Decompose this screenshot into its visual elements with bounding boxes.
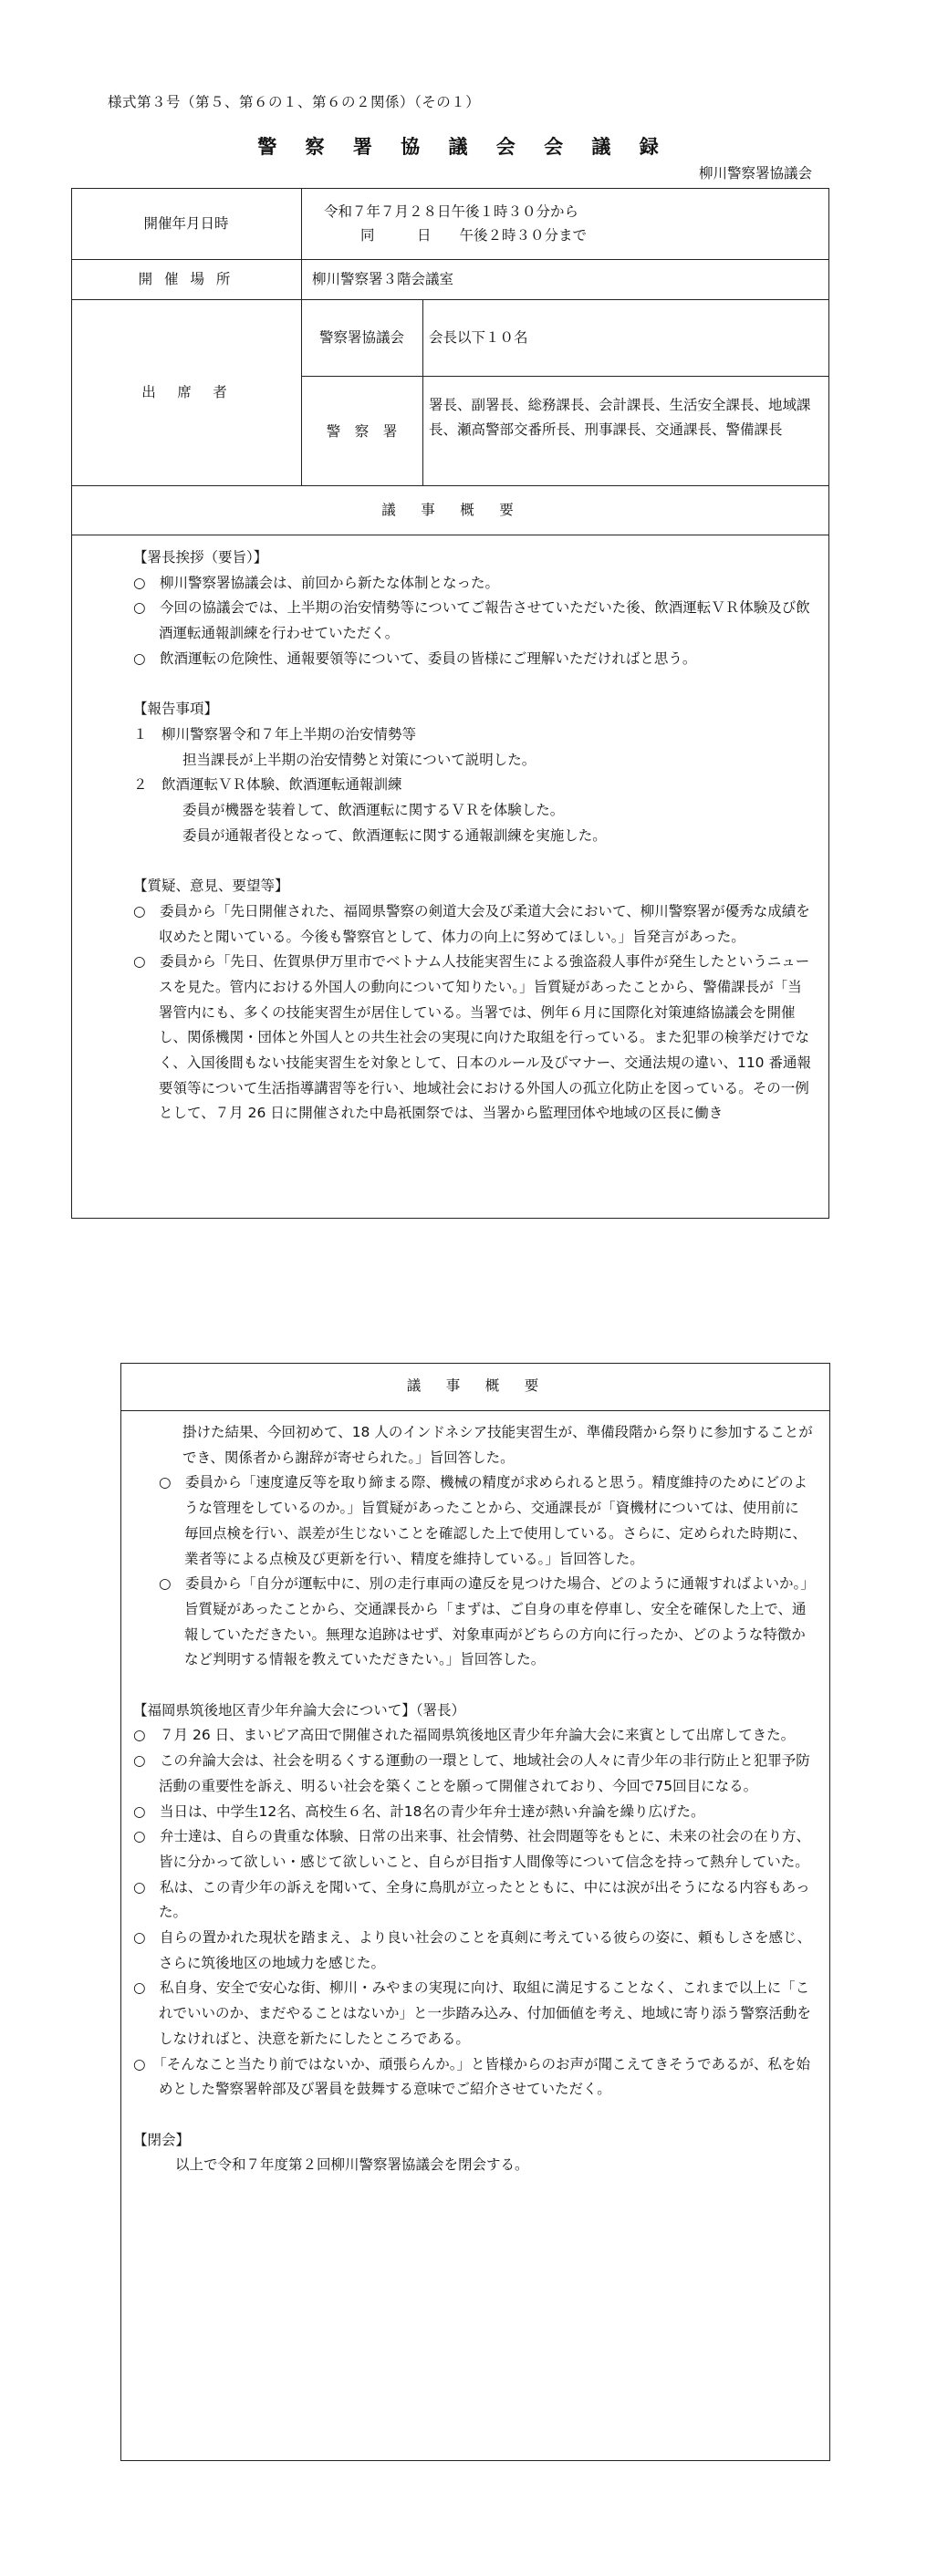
divider (422, 299, 423, 485)
summary-label: 議 事 概 要 (406, 1377, 545, 1394)
list-item: ○ 弁士達は、自らの貴重な体験、日常の出来事、社会情勢、社会問題等をもとに、未来の社会の在り方、皆に分かって欲しい・感じて欲しいこと、自らが目指す人間像等について信念を持って熱弁していた。 (133, 1828, 811, 1870)
closing-heading: 【閉会】 (133, 2131, 191, 2148)
list-item: ○ この弁論大会は、社会を明るくする運動の一環として、地域社会の人々に青少年の非行防止と犯罪予防活動の重要性を訴え、明るい社会を築くことを願って開催されており、今回で75回目になる。 (133, 1752, 810, 1794)
summary-body-page1 (133, 545, 813, 1127)
list-item: ○ 「そんなこと当たり前ではないか、頑張らんか。」と皆様からのお声が聞こえてきそうであるが、私を始めとした警察署幹部及び署員を鼓舞する意味でご紹介させていただく。 (133, 2055, 811, 2098)
greeting-heading: 【署長挨拶（要旨）】 (133, 549, 268, 566)
report-item-title: ２ 飲酒運転ＶＲ体験、飲酒運転通報訓練 (133, 776, 402, 794)
attendees-label: 出 席 者 (141, 384, 231, 400)
divider (301, 376, 829, 377)
report-item-line: 委員が機器を装着して、飲酒運転に関するＶＲを体験した。 (182, 802, 565, 819)
list-item: ○ 私は、この青少年の訴えを聞いて、全身に鳥肌が立ったとともに、中には涙が出そうになる内容もあった。 (133, 1878, 810, 1921)
document-title: 警 察 署 協 議 会 会 議 録 (257, 136, 670, 158)
list-item: ○ 委員から「自分が運転中に、別の走行車両の違反を見つけた場合、どのように通報すればよいか。」旨質疑があったことから、交通課長から「まずは、ご自身の車を停車し、安全を確保した上で、通報していただきたい。無理な追跡はせず、対象車両がどちらの方向に行ったか、どのような特徴かなど判明する情報を教えていただきたい。」旨回答した。 (159, 1575, 808, 1668)
list-item: ○ 柳川警察署協議会は、前回から新たな体制となった。 (133, 574, 500, 591)
divider (71, 259, 829, 260)
organization-name: 柳川警察署協議会 (698, 165, 812, 182)
police-value: 署長、副署長、総務課長、会計課長、生活安全課長、地域課長、瀬高警部交番所長、刑事課長、交通課長、警備課長 (429, 397, 811, 438)
list-item: ○ 委員から「速度違反等を取り締まる際、機械の精度が求められると思う。精度維持のためにどのような管理をしているのか。」旨質疑があったことから、交通課長が「資機材については、使用前に毎回点検を行い、誤差が生じないことを確認した上で使用している。さらに、定められた時期に、業者等による点検及び更新を行い、精度を維持している。」旨回答した。 (159, 1474, 808, 1567)
report-heading: 【報告事項】 (133, 701, 219, 718)
list-item: ○ 委員から「先日、佐賀県伊万里市でベトナム人技能実習生による強盗殺人事件が発生したというニュースを見た。管内における外国人の動向について知りたい。」旨質疑があったことから、警備課長が「当署管内にも、多くの技能実習生が居住している。当署では、例年６月に国際化対策連絡協議会を開催し、関係機関・団体と外国人との共生社会の実現に向けた取組を行っている。また犯罪の検挙だけでなく、入国後間もない技能実習生を対象として、日本のルール及びマナー、交通法規の違い、110 番通報要領等について生活指導講習等を行い、地域社会における外国人の孤立化防止を図っている。その一例として、７月 26 日に開催された中島祇園祭では、当署から監理団体や地域の区長に働き (133, 953, 811, 1122)
divider (71, 485, 829, 486)
police-label: 警 察 署 (326, 423, 398, 440)
divider (120, 1410, 830, 1411)
place-value: 柳川警察署３階会議室 (312, 271, 454, 287)
divider (71, 299, 829, 300)
report-item-line: 担当課長が上半期の治安情勢と対策について説明した。 (182, 751, 536, 768)
report-item-line: 委員が通報者役となって、飲酒運転に関する通報訓練を実施した。 (182, 826, 607, 844)
list-item: ○ 委員から「先日開催された、福岡県警察の剣道大会及び柔道大会において、柳川警察署が優秀な成績を収めたと聞いている。今後も警察官として、体力の向上に努めてほしい。」旨発言があった。 (133, 902, 810, 945)
list-item: ○ 自らの置かれた現状を踏まえ、より良い社会のことを真剣に考えている彼らの姿に、頼もしさを感じ、さらに筑後地区の地域力を感じた。 (133, 1929, 811, 1971)
date-label: 開催年月日時 (143, 215, 229, 232)
council-label: 警察署協議会 (318, 329, 404, 346)
list-item: ○ ７月 26 日、まいピア高田で開催された福岡県筑後地区青少年弁論大会に来賓として出席してきた。 (133, 1727, 796, 1744)
summary-label: 議 事 概 要 (381, 502, 519, 518)
list-item: ○ 私自身、安全で安心な街、柳川・みやまの実現に向け、取組に満足することなく、これまで以上に「これでいいのか、まだやることはないか」と一歩踏み込み、付加価値を考え、地域に寄り添う警察活動をしなければと、決意を新たにしたところである。 (133, 1979, 811, 2047)
summary-body-page2 (133, 1420, 813, 2178)
report-item-title: １ 柳川警察署令和７年上半期の治安情勢等 (133, 725, 417, 743)
list-item: ○ 今回の協議会では、上半期の治安情勢等についてご報告させていただいた後、飲酒運転ＶＲ体験及び飲酒運転通報訓練を行わせていただく。 (133, 599, 810, 642)
form-number: 様式第３号（第５、第６の１、第６の２関係）（その１） (108, 94, 481, 110)
list-item: ○ 飲酒運転の危険性、通報要領等について、委員の皆様にご理解いただければと思う。 (133, 649, 697, 667)
speech-heading: 【福岡県筑後地区青少年弁論大会について】（署長） (133, 1701, 465, 1719)
date-line1: 令和７年７月２８日午後１時３０分から (324, 203, 579, 220)
list-item: ○ 当日は、中学生12名、高校生６名、計18名の青少年弁士達が熱い弁論を繰り広げた。 (133, 1802, 705, 1820)
closing-text: 以上で令和７年度第２回柳川警察署協議会を閉会する。 (175, 2156, 529, 2174)
qa-continuation: 掛けた結果、今回初めて、18 人のインドネシア技能実習生が、準備段階から祭りに参加することができ、関係者から謝辞が寄せられた。」旨回答した。 (182, 1424, 813, 1466)
qa-heading: 【質疑、意見、要望等】 (133, 878, 289, 895)
place-label: 開 催 場 所 (138, 271, 234, 287)
council-value: 会長以下１０名 (429, 329, 528, 346)
date-line2: 同 日 午後２時３０分まで (360, 227, 588, 244)
